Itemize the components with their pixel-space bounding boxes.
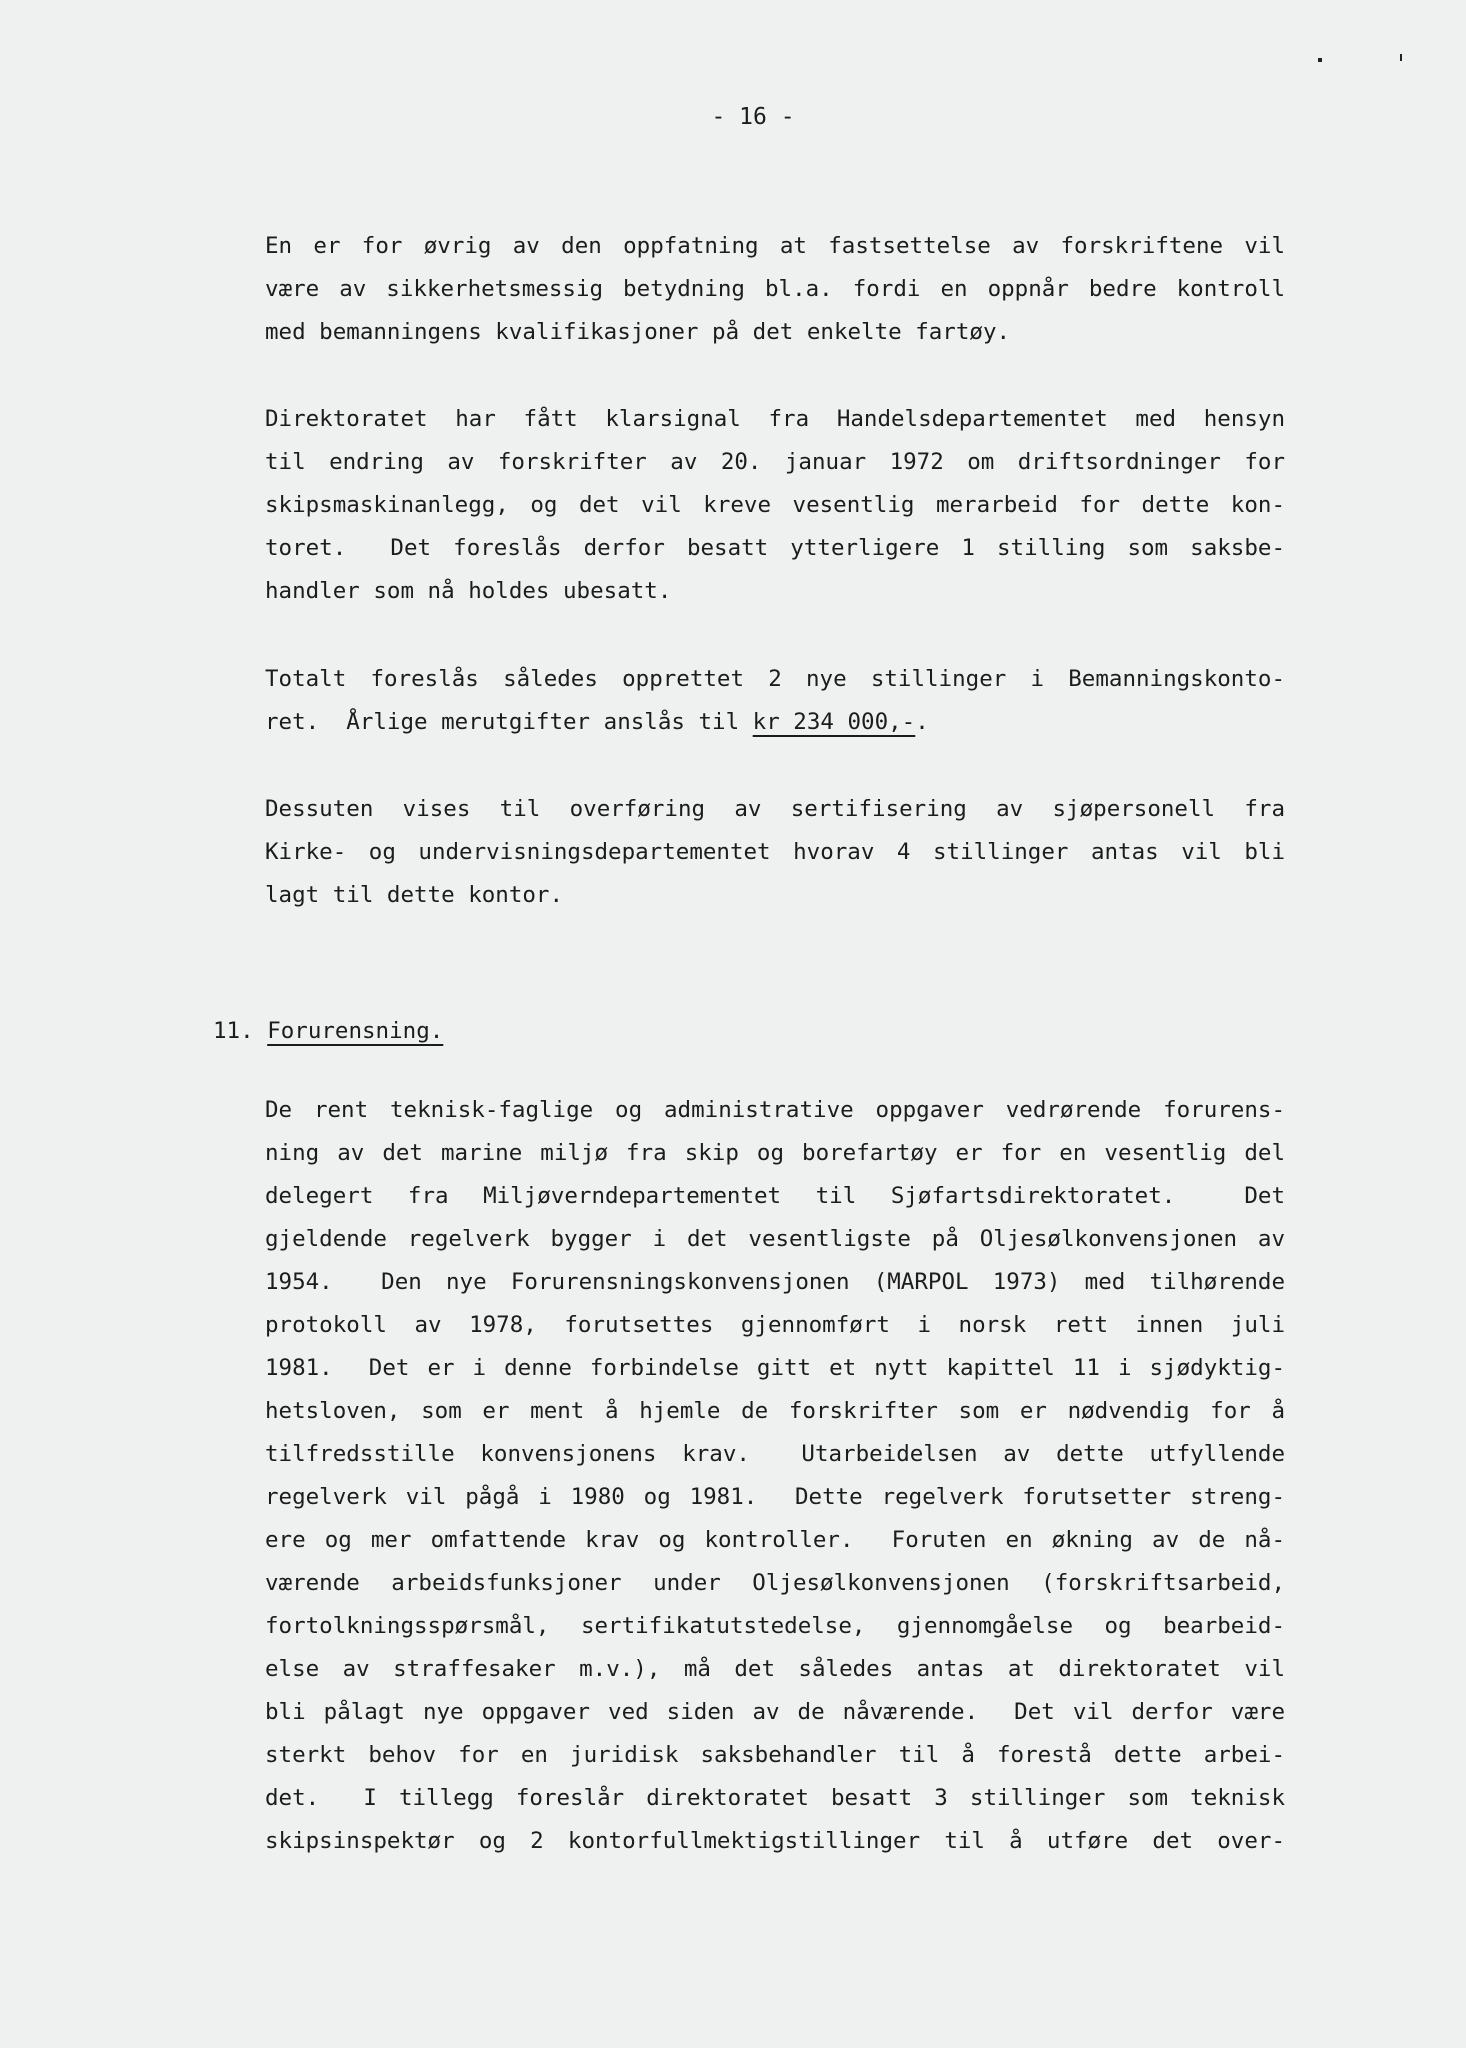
text-line: det. I tillegg foreslår direktoratet besatt 3 stillinger som teknisk xyxy=(265,1785,1285,1811)
text-line: hetsloven, som er ment å hjemle de forskrifter som er nødvendig for å xyxy=(265,1398,1285,1424)
text-line: værende arbeidsfunksjoner under Oljesølkonvensjonen (forskriftsarbeid, xyxy=(265,1570,1285,1596)
text-line: 1981. Det er i denne forbindelse gitt et nytt kapittel 11 i sjødyktig- xyxy=(265,1355,1285,1381)
text-line: skipsmaskinanlegg, og det vil kreve vesentlig merarbeid for dette kon- xyxy=(265,492,1285,518)
text-line: være av sikkerhetsmessig betydning bl.a. fordi en oppnår bedre kontroll xyxy=(265,276,1285,302)
text-line: sterkt behov for en juridisk saksbehandler til å forestå dette arbei- xyxy=(265,1742,1285,1768)
text-line: fortolkningsspørsmål, sertifikatutstedelse, gjennomgåelse og bearbeid- xyxy=(265,1613,1285,1639)
text-line: med bemanningens kvalifikasjoner på det enkelte fartøy. xyxy=(265,319,1011,345)
text-line: lagt til dette kontor. xyxy=(265,882,564,908)
text-line: En er for øvrig av den oppfatning at fastsettelse av forskriftene vil xyxy=(265,233,1285,259)
paragraph-3 xyxy=(265,658,1285,744)
paragraph-4 xyxy=(265,788,1285,917)
text-line: handler som nå holdes ubesatt. xyxy=(265,578,672,604)
text-line: protokoll av 1978, forutsettes gjennomført i norsk rett innen juli xyxy=(265,1312,1285,1338)
page-number: - 16 - xyxy=(711,104,795,130)
section-body xyxy=(265,1089,1285,1863)
text-segment: . xyxy=(915,709,929,735)
paragraph-2 xyxy=(265,398,1285,613)
scan-speck xyxy=(1400,54,1402,61)
text-line: bli pålagt nye oppgaver ved siden av de nåværende. Det vil derfor være xyxy=(265,1699,1285,1725)
text-line: ning av det marine miljø fra skip og borefartøy er for en vesentlig del xyxy=(265,1140,1285,1166)
text-line: Dessuten vises til overføring av sertifisering av sjøpersonell fra xyxy=(265,796,1285,822)
text-line: De rent teknisk-faglige og administrative oppgaver vedrørende forurens- xyxy=(265,1097,1285,1123)
underlined-amount: kr 234 000,- xyxy=(752,709,916,735)
text-line: Kirke- og undervisningsdepartementet hvorav 4 stillinger antas vil bli xyxy=(265,839,1285,865)
section-number: 11. xyxy=(213,1018,254,1044)
text-line: Totalt foreslås således opprettet 2 nye stillinger i Bemanningskonto- xyxy=(265,666,1285,692)
section-title: Forurensning. xyxy=(267,1018,444,1044)
text-line: til endring av forskrifter av 20. januar 1972 om driftsordninger for xyxy=(265,449,1285,475)
text-line: ere og mer omfattende krav og kontroller. Foruten en økning av de nå- xyxy=(265,1527,1285,1553)
text-line: skipsinspektør og 2 kontorfullmektigstillinger til å utføre det over- xyxy=(265,1828,1285,1854)
text-line: 1954. Den nye Forurensningskonvensjonen (MARPOL 1973) med tilhørende xyxy=(265,1269,1285,1295)
scan-speck xyxy=(1318,58,1322,62)
text-line: delegert fra Miljøverndepartementet til Sjøfartsdirektoratet. Det xyxy=(265,1183,1285,1209)
text-line: regelverk vil pågå i 1980 og 1981. Dette regelverk forutsetter streng- xyxy=(265,1484,1285,1510)
paragraph-1 xyxy=(265,225,1285,354)
text-line: else av straffesaker m.v.), må det således antas at direktoratet vil xyxy=(265,1656,1285,1682)
text-segment: ret. Årlige merutgifter anslås til xyxy=(265,709,753,735)
text-line-with-amount xyxy=(265,701,1285,744)
text-line: tilfredsstille konvensjonens krav. Utarbeidelsen av dette utfyllende xyxy=(265,1441,1285,1467)
section-heading xyxy=(213,1010,443,1053)
text-line: toret. Det foreslås derfor besatt ytterligere 1 stilling som saksbe- xyxy=(265,535,1285,561)
text-line: Direktoratet har fått klarsignal fra Handelsdepartementet med hensyn xyxy=(265,406,1285,432)
text-line: gjeldende regelverk bygger i det vesentligste på Oljesølkonvensjonen av xyxy=(265,1226,1285,1252)
